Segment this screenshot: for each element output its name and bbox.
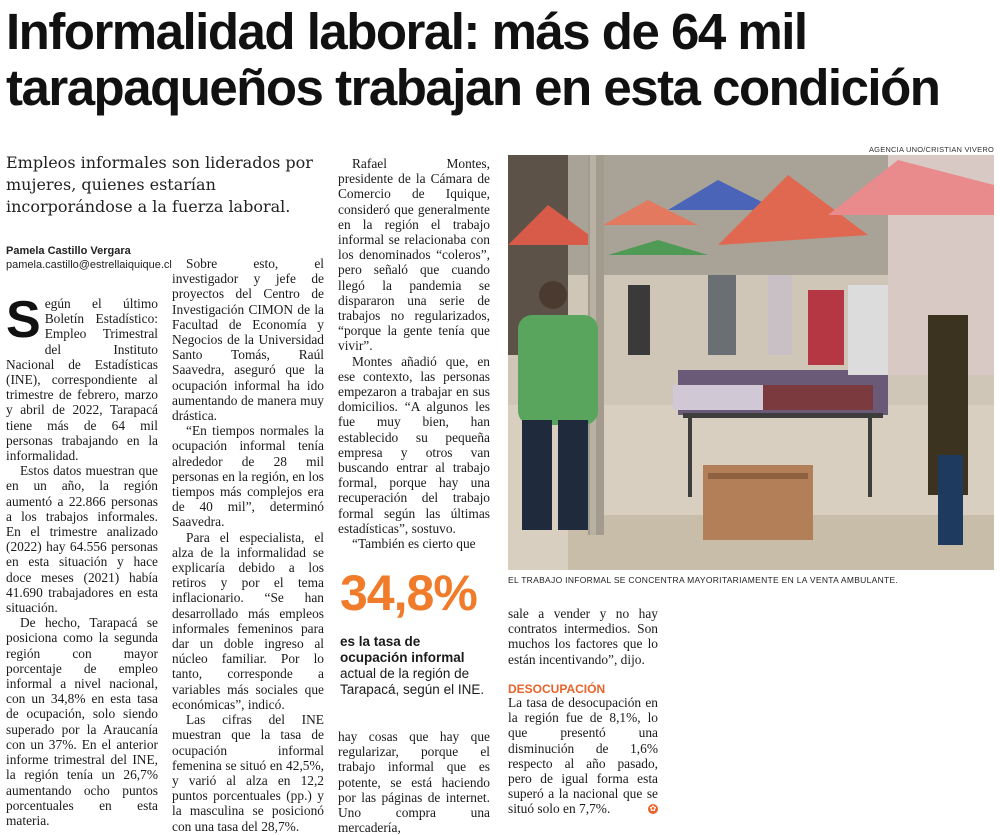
column-4-continued	[508, 695, 658, 817]
highlight-number: 34,8%	[340, 565, 477, 621]
author-email[interactable]: pamela.castillo@estrellaiquique.cl	[6, 259, 172, 271]
photo-caption: EL TRABAJO INFORMAL SE CONCENTRA MAYORITARIAMENTE EN LA VENTA AMBULANTE.	[508, 575, 899, 585]
column-3	[338, 156, 490, 551]
end-of-article-icon: ✿	[649, 804, 657, 813]
author-name: Pamela Castillo Vergara	[6, 245, 131, 257]
column-4	[508, 606, 658, 667]
paragraph: Para el especialista, el alza de la informalidad se explicaría debido a los retiros y por el tema inflacionario. “Se han desarrollado más empleos informales femeninos para dar un doble ingreso al núcleo familiar. Por lo tanto, corresponde a variables más sociales que económicas”, indicó.	[172, 529, 324, 712]
highlight-text: es la tasa de ocupación informal actual de la región de Tarapacá, según el INE.	[340, 634, 485, 697]
column-1	[6, 291, 158, 828]
paragraph: Rafael Montes, presidente de la Cámara de Comercio de Iquique, consideró que generalmente en la región el trabajo informal se relacionaba con los denominados “coleros”, pero señaló que cuando llegó la pandemia se dispararon una serie de trabajos no regularizados, “porque la gente tenía que vivir”.	[338, 156, 490, 354]
drop-cap: S	[6, 291, 41, 349]
paragraph: Montes añadió que, en ese contexto, las personas empezaron a trabajar en sus domicilios. “A algunos les fue muy bien, han establecido su pequeña empresa y otros van buscando entrar al trabajo formal, porque hay una recuperación del trabajo formal según las últimas estadísticas”, sostuvo.	[338, 353, 490, 536]
paragraph: Sobre esto, el investigador y jefe de proyectos del Centro de Investigación CIMON de la Facultad de Economía y Negocios de la Universidad Santo Tomás, Raúl Saavedra, aseguró que la ocupación informal ha ido aumentando de manera muy drástica.	[172, 256, 324, 424]
section-heading: DESOCUPACIÓN	[508, 682, 606, 696]
paragraph: La tasa de desocupación en la región fue de 8,1%, lo que presentó una disminución de 1,6% respecto al año pasado, pero de igual forma esta superó a la nacional que se situó solo en 7,7%.	[508, 695, 658, 817]
column-2	[172, 256, 324, 834]
paragraph: Según el último Boletín Estadístico: Empleo Trimestral del Instituto Nacional de Estadísticas (INE), correspondiente al trimestre de febrero, marzo y abril de 2022, Tarapacá tiene más de 64 mil personas trabajando en la informalidad.	[6, 291, 158, 464]
headline: Informalidad laboral: más de 64 mil tarapaqueños trabajan en esta condición	[6, 3, 940, 116]
paragraph: “También es cierto que	[352, 536, 476, 552]
street-market-photo	[508, 155, 994, 570]
paragraph: Estos datos muestran que en un año, la región aumentó a 22.866 personas a los trabajos informales. En el trimestre analizado (2022) hay 64.556 personas en esta situación y hace doce meses (2021) había 41.690 trabajadores en esta situación.	[6, 463, 158, 616]
paragraph: De hecho, Tarapacá se posiciona como la segunda región con mayor porcentaje de empleo informal a nivel nacional, con un 34,8% en esta tasa de ocupación, solo siendo superado por la Araucanía con un 37%. En el anterior informe trimestral del INE, la región tenía un 26,7% aumentando ocho puntos porcentuales en esta materia.	[6, 615, 158, 828]
byline	[6, 244, 172, 272]
paragraph: sale a vender y no hay contratos intermedios. Son muchos los factores que lo están incentivando”, dijo.	[508, 606, 658, 667]
photo-credit: AGENCIA UNO/CRISTIAN VIVERO	[868, 145, 994, 154]
paragraph: Las cifras del INE muestran que la tasa de ocupación informal femenina se situó en 42,5%, y varió al alza en 12,2 puntos porcentuales (pp.) y la masculina se posicionó con una tasa del 28,7%.	[172, 712, 324, 834]
subhead: Empleos informales son liderados por mujeres, quienes estarían incorporándose a la fuerza laboral.	[6, 153, 313, 216]
column-3-continued	[338, 729, 490, 835]
paragraph: “En tiempos normales la ocupación informal tenía alrededor de 28 mil personas en la región, en los tiempos más complejos era de 40 mil”, determinó Saavedra.	[172, 423, 324, 530]
paragraph: hay cosas que hay que regularizar, porque el trabajo informal que es potente, se está haciendo por las páginas de internet. Uno compra una mercadería,	[338, 729, 490, 835]
